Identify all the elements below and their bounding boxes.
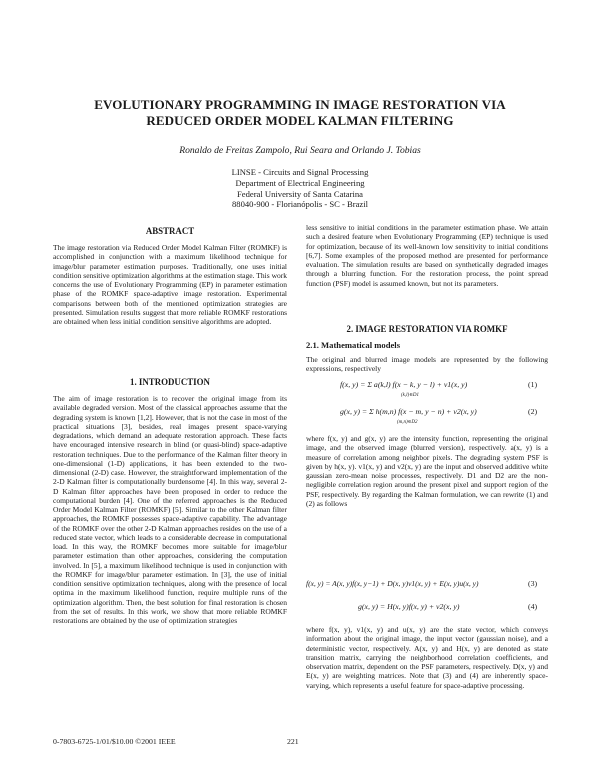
affiliation-line: Federal University of Santa Catarina	[236, 188, 363, 199]
equation-4: g(x, y) = H(x, y)f(x, y) + v2(x, y)	[358, 602, 460, 611]
introduction-section	[53, 377, 287, 625]
authors: Ronaldo de Freitas Zampolo, Rui Seara and Orlando J. Tobias	[179, 145, 421, 156]
title-line-2: REDUCED ORDER MODEL KALMAN FILTERING	[146, 113, 454, 128]
introduction-text: The aim of image restoration is to recover the original image from its available degraded version. Most of the classical approaches assume that the degrading system is known [1,2]. However, that is not the case in most of the practical situations [3], besides, real images present space-varying degradations, which demand an adequate restoration approach. These facts have encouraged intensive research in blind (or quasi-blind) space-adaptive restoration techniques. Due to the performance of the Kalman filter theory in one-dimensional (1-D) applications, it has been extended to the two-dimensional (2-D) case. However, the straightforward implementation of the 2-D Kalman filter is computationally burdensome [4]. In this way, several 2-D Kalman filter approaches have been proposed in order to reduce the computational burden [4]. One of the referred approaches is the Reduced Order Model Kalman Filter (ROMKF) [5]. Similar to the other Kalman filter approaches, the ROMKF possesses space-adaptive capability. The advantage of the ROMKF over the other 2-D Kalman approaches resides on the use of a reduced state vector, which leads to a considerable decrease in computational load. In this way, the ROMKF becomes more suitable for image/blur parameter estimation than other approaches, considering the computation involved. In [5], a maximum likelihood technique is used in conjunction with the ROMKF for image/blur parameter estimation. In [3], the use of initial condition sensitive optimization techniques, along with the presence of local optima in the maximum likelihood function, require multiple runs of the optimization algorithm. Then, the best solution for final restoration is chosen from the set of results. In this work, we show that more reliable ROMKF restorations are obtained by the use of optimization strategies	[53, 394, 287, 625]
equation-1: f(x, y) = Σ a(k,l) f(x − k, y − l) + v1(x, y)	[340, 380, 468, 389]
introduction-heading: 1. INTRODUCTION	[130, 377, 210, 387]
page-number: 221	[287, 737, 299, 746]
equation-2-number: (2)	[528, 407, 538, 416]
equation-2: g(x, y) = Σ h(m,n) f(x − m, y − n) + v2(x, y)	[340, 407, 477, 416]
footer-copyright: 0-7803-6725-1/01/$10.00 ©2001 IEEE	[53, 737, 176, 746]
section-2-1-heading: 2.1. Mathematical models	[306, 340, 401, 350]
affiliation	[180, 167, 420, 210]
abstract-text: The image restoration via Reduced Order Model Kalman Filter (ROMKF) is accomplished in conjunction with a maximum likelihood technique for image/blur parameter estimation purposes. Traditionally, one uses initial condition sensitive optimization algorithms at the estimation stage. This work concerns the use of Evolutionary Programming (EP) in parameter estimation phase of the ROMKF space-adaptive image restoration. Experimental comparisons between both of the mentioned optimization strategies are presented. Simulation results suggest that more reliable ROMKF restorations are obtained when less initial condition sensitive algorithms are adopted.	[53, 243, 287, 326]
affiliation-line: LINSE - Circuits and Signal Processing	[231, 167, 369, 177]
state-vector-paragraph: where f(x, y), v1(x, y) and u(x, y) are the state vector, which conveys information about the original image, the input vector (gaussian noise), and a deterministic vector, respectively. A(x, y) and H(x, y) are denoted as state transition matrix, carrying the neighborhood correlation coefficients, and observation matrix, dependent on the PSF parameters, respectively. D(x, y) and E(x, y) are weighting matrices. Note that (3) and (4) are inherently space-varying, which represents a useful feature for space-adaptive processing.	[306, 625, 548, 690]
models-intro: The original and blurred image models are represented by the following expressions, respectively	[306, 355, 548, 374]
paper-title	[40, 97, 560, 129]
equation-1-number: (1)	[528, 380, 538, 389]
equation-3-number: (3)	[528, 579, 538, 588]
abstract-section	[53, 226, 287, 326]
section-2-heading: 2. IMAGE RESTORATION VIA ROMKF	[346, 324, 508, 334]
equation-1-sum-range: (k,l)∈D1	[401, 393, 420, 398]
affiliation-line: Department of Electrical Engineering	[235, 177, 365, 188]
equation-3: f(x, y) = A(x, y)f(x, y−1) + D(x, y)v1(x, y) + E(x, y)u(x, y)	[306, 579, 479, 588]
equation-4-number: (4)	[528, 602, 538, 611]
affiliation-line: 88040-900 - Florianópolis - SC - Brazil	[231, 199, 369, 210]
equation-2-sum-range: (m,n)∈D2	[397, 420, 418, 425]
introduction-continued: less sensitive to initial conditions in the parameter estimation phase. We attain such a desired feature when Evolutionary Programming (EP) technique is used for optimization, because of its well-known low sensitivity to initial conditions [6,7]. Some examples of the proposed method are presented for performance evaluation. The simulation results are based on synthetically degraded images through a blurring function. For the restoration process, the point spread function (PSF) model is assumed known, but not its parameters.	[306, 223, 548, 288]
title-line-1: EVOLUTIONARY PROGRAMMING IN IMAGE RESTORATION VIA	[94, 97, 506, 112]
abstract-heading: ABSTRACT	[145, 226, 195, 236]
definitions-paragraph: where f(x, y) and g(x, y) are the intensity function, representing the original image, and the observed image (blurred version), respectively. a(x, y) is a measure of correlation among neighbor pixels. The degrading system PSF is given by h(x, y). v1(x, y) and v2(x, y) are the input and observed additive white gaussian zero-mean noise processes, respectively. D1 and D2 are the non-negligible correlation region around the present pixel and support region of the PSF, respectively. By regarding the Kalman formulation, we can rewrite (1) and (2) as follows	[306, 434, 548, 508]
